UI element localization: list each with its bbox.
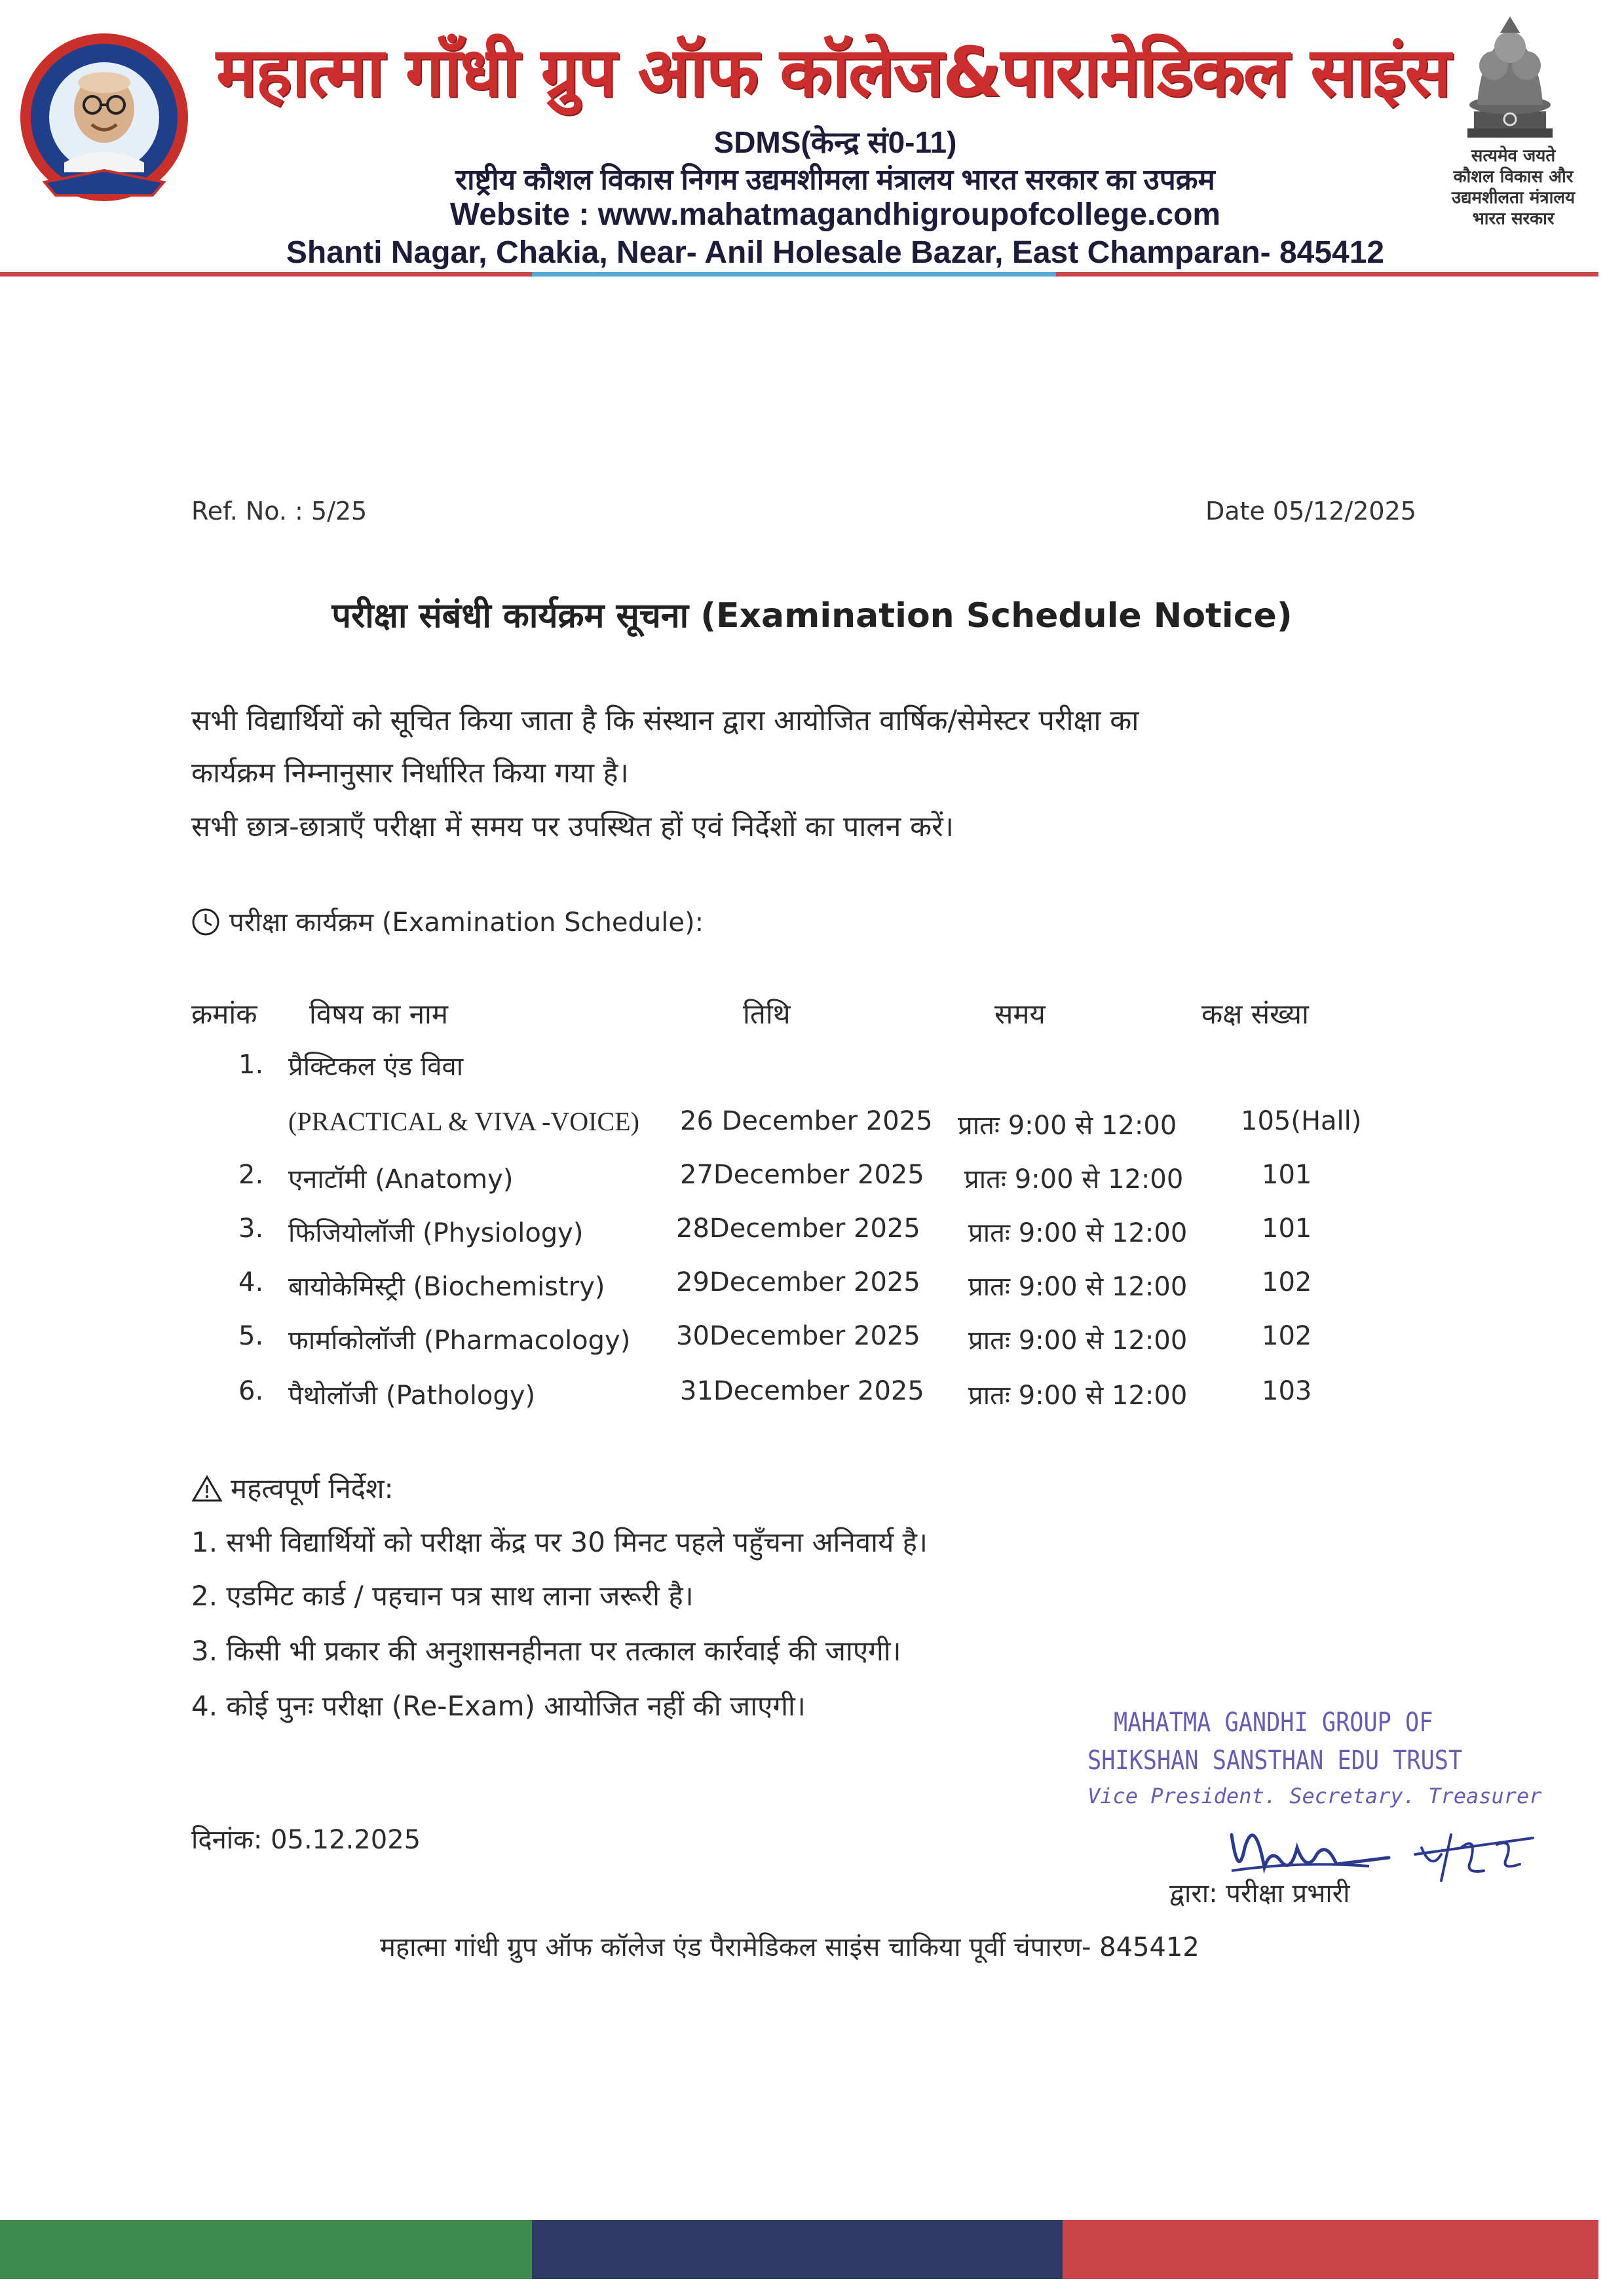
row-1-time: प्रातः 9:00 से 12:00 [958,1111,1177,1141]
row-6-room: 103 [1262,1376,1312,1406]
national-emblem-icon [1454,7,1566,144]
sdms-line: SDMS(केन्द्र सं0-11) [713,125,957,159]
footer-bar-green [0,2220,532,2279]
institute-footer-line: महात्मा गांधी ग्रुप ऑफ कॉलेज एंड पैरामेडिकल साइंस चाकिया पूर्वी चंपारण- 845412 [380,1932,1199,1962]
intro-line-3: सभी छात्र-छात्राएँ परीक्षा में समय पर उपस्थित हों एवं निर्देशों का पालन करें। [191,811,954,843]
row-3-time: प्रातः 9:00 से 12:00 [968,1218,1188,1248]
national-emblem [1454,7,1566,144]
issue-date: दिनांक: 05.12.2025 [191,1825,421,1855]
address-line: Shanti Nagar, Chakia, Near- Anil Holesale Bazar, East Champaran- 845412 [286,235,1385,270]
notice-date: Date 05/12/2025 [1205,497,1416,526]
column-header-serial: क्रमांक [191,998,257,1030]
emblem-caption-1: सत्यमेव जयते [1471,146,1556,166]
row-2-subject: एनाटॉमी (Anatomy) [288,1164,514,1195]
instruction-item-2: 2. एडमिट कार्ड / पहचान पत्र साथ लाना जरूरी है। [191,1580,694,1612]
instruction-item-4: 4. कोई पुनः परीक्षा (Re-Exam) आयोजित नहीं की जाएगी। [191,1690,806,1722]
row-5-subject: फार्माकोलॉजी (Pharmacology) [288,1326,631,1356]
header-divider-accent [532,272,1056,277]
row-5-date: 30December 2025 [676,1321,920,1351]
row-4-subject: बायोकेमिस्ट्री (Biochemistry) [288,1272,605,1302]
issued-by: द्वारा: परीक्षा प्रभारी [1169,1879,1350,1909]
ministry-line: राष्ट्रीय कौशल विकास निगम उद्यमशीमला मंत्रालय भारत सरकार का उपक्रम [455,164,1215,196]
row-3-room: 101 [1262,1214,1312,1244]
column-header-time: समय [994,998,1046,1030]
row-6-date: 31December 2025 [680,1376,924,1406]
emblem-caption-3: उद्यमशीलता मंत्रालय [1451,188,1576,208]
stamp-line-3: Vice President. Secretary. Treasurer [1087,1784,1542,1808]
row-2-date: 27December 2025 [680,1160,924,1190]
emblem-caption-2: कौशल विकास और [1453,167,1574,187]
row-1-room: 105(Hall) [1241,1106,1362,1136]
row-1-serial: 1. [238,1050,264,1080]
row-4-room: 102 [1262,1267,1312,1297]
row-3-serial: 3. [238,1214,264,1244]
emblem-caption-4: भारत सरकार [1472,209,1555,229]
row-3-date: 28December 2025 [676,1214,920,1244]
intro-line-2: कार्यक्रम निम्नानुसार निर्धारित किया गया है। [191,757,629,790]
warning-icon [191,1474,223,1503]
column-header-room: कक्ष संख्या [1201,998,1309,1030]
column-header-subject: विषय का नाम [309,998,449,1030]
schedule-heading-text: परीक्षा कार्यक्रम (Examination Schedule): [229,908,704,938]
row-3-subject: फिजियोलॉजी (Physiology) [288,1218,584,1248]
row-2-serial: 2. [238,1160,264,1190]
trust-stamp [1087,1704,1542,1812]
row-5-serial: 5. [238,1321,264,1351]
row-6-time: प्रातः 9:00 से 12:00 [968,1381,1188,1411]
college-logo [18,31,190,203]
footer-bar-red [1063,2220,1598,2279]
row-6-serial: 6. [238,1376,264,1406]
stamp-line-1: MAHATMA GANDHI GROUP OF [1114,1708,1433,1738]
row-4-serial: 4. [238,1267,264,1297]
row-2-room: 101 [1262,1160,1312,1190]
clock-icon [191,908,220,936]
row-1-subject: प्रैक्टिकल एंड विवा [288,1052,464,1082]
column-header-date: तिथि [743,998,791,1030]
reference-number: Ref. No. : 5/25 [191,497,368,526]
institution-title: महात्मा गाँधी ग्रुप ऑफ कॉलेज&पारामेडिकल साइंस [216,32,1450,112]
instructions-heading [191,1469,394,1506]
row-5-time: प्रातः 9:00 से 12:00 [968,1326,1188,1356]
intro-line-1: सभी विद्यार्थियों को सूचित किया जाता है कि संस्थान द्वारा आयोजित वार्षिक/सेमेस्टर परीक्षा का [191,704,1139,737]
notice-title: परीक्षा संबंधी कार्यक्रम सूचना (Examination Schedule Notice) [331,596,1293,636]
stamp-line-2: SHIKSHAN SANSTHAN EDU TRUST [1087,1746,1463,1776]
row-4-time: प्रातः 9:00 से 12:00 [968,1272,1188,1302]
row-4-date: 29December 2025 [676,1267,920,1297]
schedule-heading [191,903,704,939]
instruction-item-1: 1. सभी विद्यार्थियों को परीक्षा केंद्र पर 30 मिनट पहले पहुँचना अनिवार्य है। [191,1526,928,1558]
row-1-subject-english: (PRACTICAL & VIVA -VOICE) [288,1107,639,1136]
row-1-date: 26 December 2025 [680,1106,933,1136]
row-2-time: प्रातः 9:00 से 12:00 [964,1164,1184,1195]
row-6-subject: पैथोलॉजी (Pathology) [288,1381,536,1411]
website-line: Website : www.mahatmagandhigroupofcollege.com [449,197,1221,232]
footer-bar-navy [532,2220,1063,2279]
college-seal-icon [18,31,190,203]
instructions-heading-text: महत्वपूर्ण निर्देश: [231,1472,394,1504]
row-5-room: 102 [1262,1321,1312,1351]
instruction-item-3: 3. किसी भी प्रकार की अनुशासनहीनता पर तत्काल कार्रवाई की जाएगी। [191,1635,901,1667]
